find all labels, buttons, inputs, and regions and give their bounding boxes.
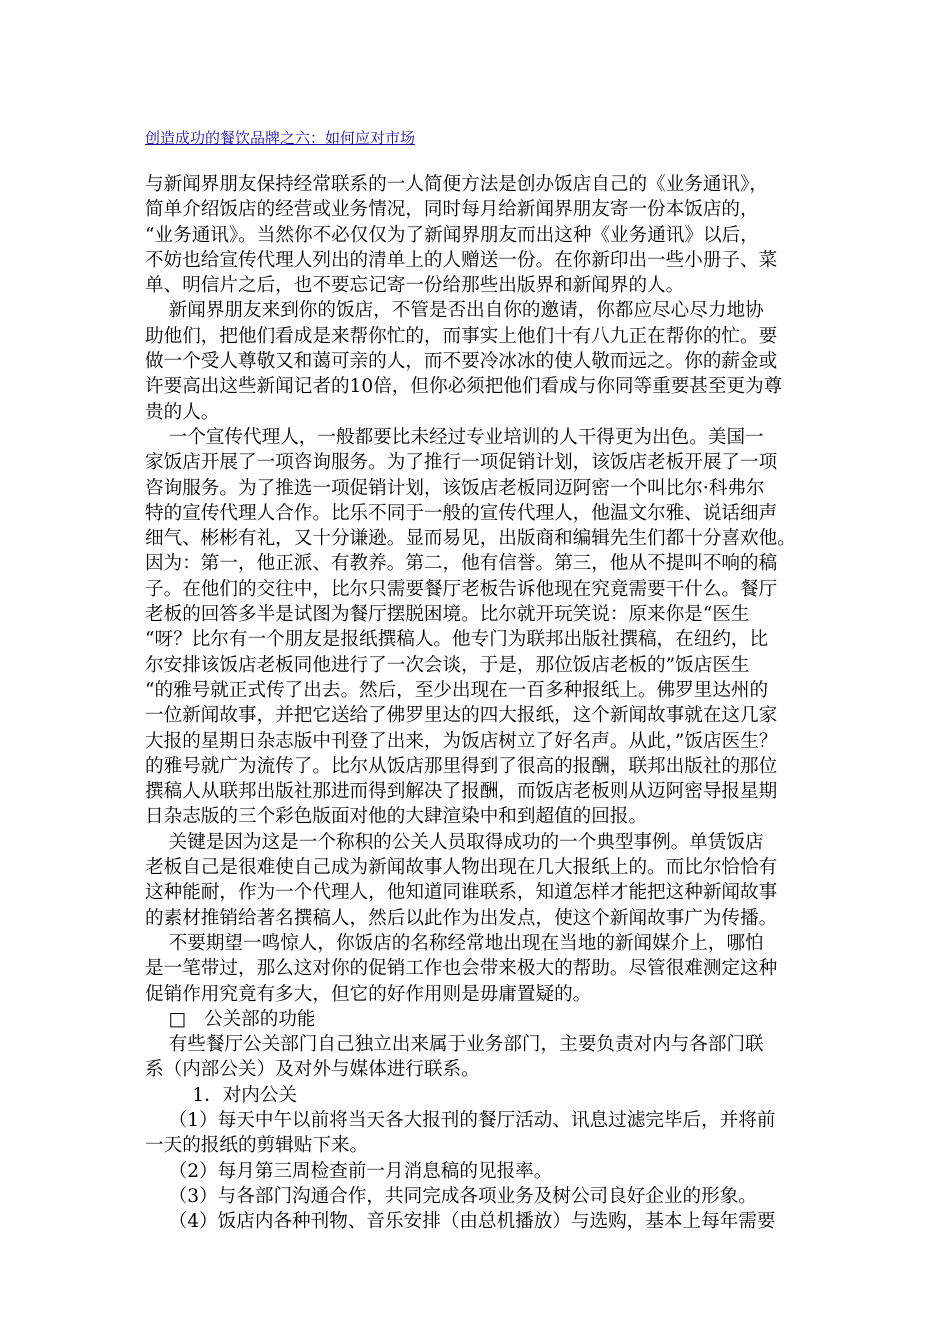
body-line: 的素材推销给著名撰稿人，然后以此作为出发点，使这个新闻故事广为传播。 xyxy=(145,907,778,929)
body-line: 一位新闻故事，并把它送给了佛罗里达的四大报纸，这个新闻故事就在这几家 xyxy=(145,705,778,727)
article-body xyxy=(145,172,815,1234)
body-line: 新闻界朋友来到你的饭店，不管是否出自你的邀请，你都应尽心尽力地协 xyxy=(145,300,764,322)
body-line: 的雅号就广为流传了。比尔从饭店那里得到了很高的报酬，联邦出版社的那位 xyxy=(145,755,778,777)
body-line: 简单介绍饭店的经营或业务情况，同时每月给新闻界朋友寄一份本饭店的， xyxy=(145,199,759,221)
body-line: 老板自己是很难使自己成为新闻故事人物出现在几大报纸上的。而比尔恰恰有 xyxy=(145,857,778,879)
body-line: 系（内部公关）及对外与媒体进行联系。 xyxy=(145,1059,480,1081)
body-line: 老板的回答多半是试图为餐厅摆脱困境。比尔就开玩笑说：原来你是“医生 xyxy=(145,604,750,626)
body-line: 因为：第一，他正派、有教养。第二，他有信誉。第三，他从不提叫不响的稿 xyxy=(145,553,778,575)
body-line: 这种能耐，作为一个代理人，他知道同谁联系，知道怎样才能把这种新闻故事 xyxy=(145,882,778,904)
body-line: 助他们，把他们看成是来帮你忙的，而事实上他们十有八九正在帮你的忙。要 xyxy=(145,325,778,347)
body-line: 细气、彬彬有礼，又十分谦逊。显而易见，出版商和编辑先生们都十分喜欢他。 xyxy=(145,528,796,550)
body-line: 是一笔带过，那么这对你的促销工作也会带来极大的帮助。尽管很难测定这种 xyxy=(145,958,778,980)
body-line: 不妨也给宣传代理人列出的清单上的人赠送一份。在你新印出一些小册子、菜 xyxy=(145,249,778,271)
body-line: 咨询服务。为了推选一项促销计划，该饭店老板同迈阿密一个叫比尔·科弗尔 xyxy=(145,477,765,499)
body-line: 单、明信片之后，也不要忘记寄一份给那些出版界和新闻界的人。 xyxy=(145,275,685,297)
body-line: 家饭店开展了一项咨询服务。为了推行一项促销计划，该饭店老板开展了一项 xyxy=(145,452,778,474)
body-line: 日杂志版的三个彩色版面对他的大肆渲染中和到超值的回报。 xyxy=(145,806,648,828)
body-line: 特的宣传代理人合作。比乐不同于一般的宣传代理人，他温文尔雅、说话细声 xyxy=(145,502,778,524)
body-line: 许要高出这些新闻记者的10倍，但你必须把他们看成与你同等重要甚至更为尊 xyxy=(145,376,783,398)
body-line: 大报的星期日杂志版中刊登了出来，为饭店树立了好名声。从此，”饭店医生？ xyxy=(145,730,778,752)
body-line: 有些餐厅公关部门自己独立出来属于业务部门，主要负责对内与各部门联 xyxy=(145,1034,764,1056)
body-line: 与新闻界朋友保持经常联系的一人简便方法是创办饭店自己的《业务通讯》， xyxy=(145,174,768,195)
body-line: 一天的报纸的剪辑贴下来。 xyxy=(145,1135,369,1157)
body-line: 关键是因为这是一个称积的公关人员取得成功的一个典型事例。单赁饭店 xyxy=(145,831,764,853)
body-line: “的雅号就正式传了出去。然后，至少出现在一百多种报纸上。佛罗里达州的 xyxy=(145,679,769,701)
list-item: （4）饭店内各种刊物、音乐安排（由总机播放）与选购，基本上每年需要 xyxy=(145,1211,776,1233)
body-line: 尔安排该饭店老板同他进行了一次会谈，于是，那位饭店老板的”饭店医生 xyxy=(145,654,750,676)
section-heading-pr-functions: □ 公关部的功能 xyxy=(145,1008,316,1030)
body-line: 子。在他们的交往中，比尔只需要餐厅老板告诉他现在究竟需要干什么。餐厅 xyxy=(145,578,778,600)
subheading-internal-pr: 1．对内公关 xyxy=(145,1084,298,1106)
list-item: （1）每天中午以前将当天各大报刊的餐厅活动、讯息过滤完毕后，并将前 xyxy=(145,1109,776,1131)
body-line: 做一个受人尊敬又和蔼可亲的人，而不要冷冰冰的使人敬而远之。你的薪金或 xyxy=(145,351,778,373)
body-line: 贵的人。 xyxy=(145,401,220,423)
body-line: 一个宣传代理人，一般都要比未经过专业培训的人干得更为出色。美国一 xyxy=(145,426,764,448)
body-line: 不要期望一鸣惊人，你饭店的名称经常地出现在当地的新闻媒介上，哪怕 xyxy=(145,932,764,954)
body-line: “业务通讯》。当然你不必仅仅为了新闻界朋友而出这种《业务通讯》以后， xyxy=(145,224,759,246)
list-item: （3）与各部门沟通合作，共同完成各项业务及树公司良好企业的形象。 xyxy=(145,1185,757,1207)
body-line: “呀？比尔有一个朋友是报纸撰稿人。他专门为联邦出版社撰稿，在纽约，比 xyxy=(145,629,769,651)
list-item: （2）每月第三周检查前一月消息稿的见报率。 xyxy=(145,1160,553,1182)
body-line: 撰稿人从联邦出版社那进而得到解决了报酬，而饭店老板则从迈阿密导报星期 xyxy=(145,781,778,803)
body-line: 促销作用究竟有多大，但它的好作用则是毋庸置疑的。 xyxy=(145,983,592,1005)
article-title-link[interactable]: 创造成功的餐饮品牌之六：如何应对市场 xyxy=(145,129,416,147)
